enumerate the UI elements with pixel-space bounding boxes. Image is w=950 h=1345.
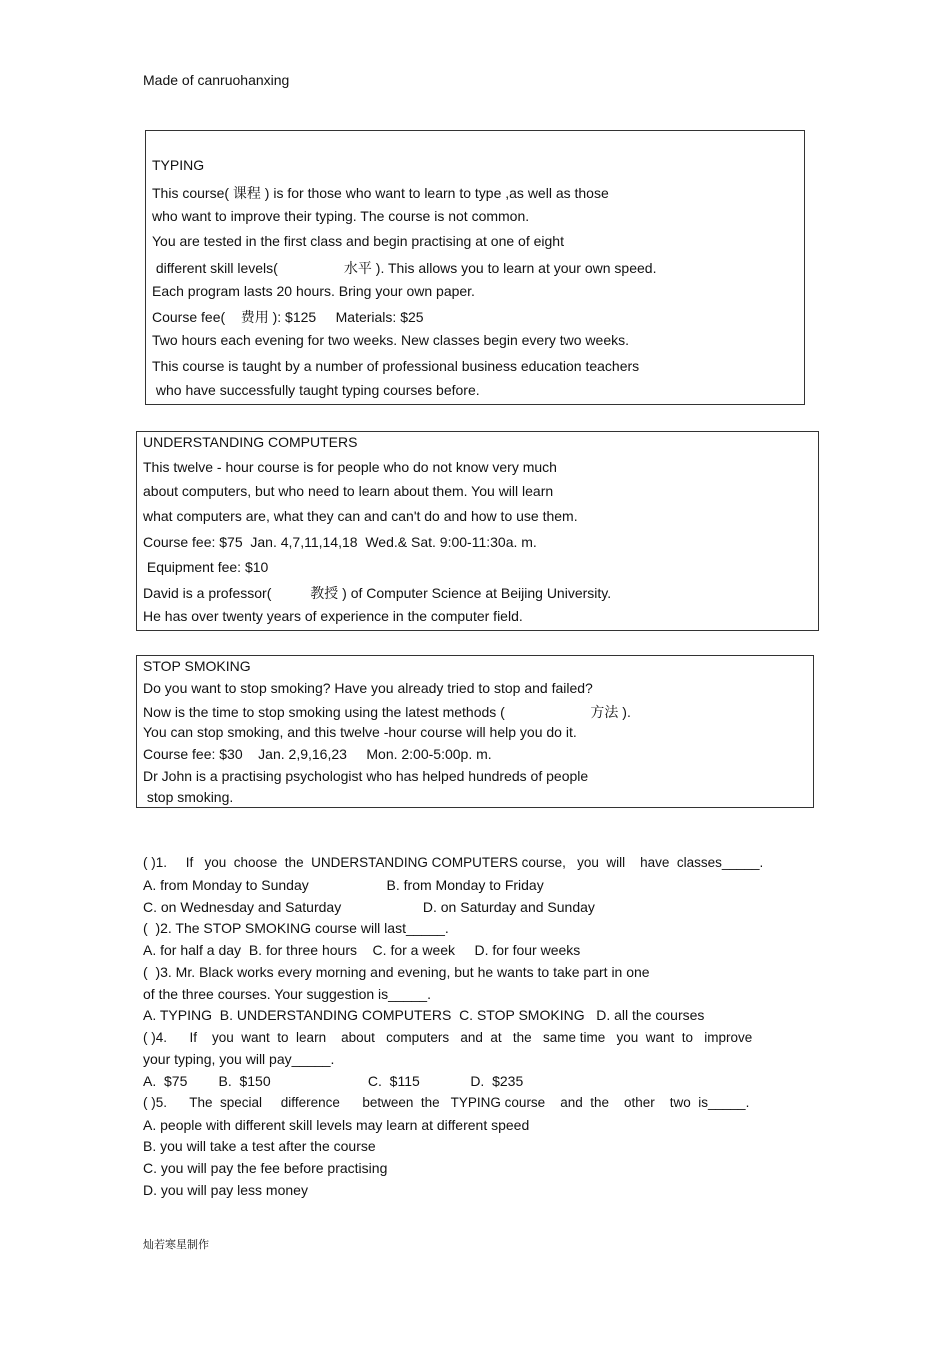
question-line: ( )1. If you choose the UNDERSTANDING COMPUTERS course, you will have classes_____. (143, 855, 764, 870)
typing-line: who have successfully taught typing courses before. (152, 382, 480, 398)
typing-line: You are tested in the first class and begin practising at one of eight (152, 233, 564, 249)
question-line: C. you will pay the fee before practising (143, 1160, 388, 1176)
question-line: ( )5. The special difference between the TYPING course and the other two is_____. (143, 1095, 750, 1110)
typing-line: different skill levels( 水平 ). This allows you to learn at your own speed. (152, 260, 657, 276)
smoking-line: Now is the time to stop smoking using the latest methods ( 方法 ). (143, 704, 631, 720)
question-line: ( )4. If you want to learn about computers and at the same time you want to improve (143, 1030, 753, 1045)
question-line: A. $75 B. $150 C. $115 D. $235 (143, 1073, 524, 1089)
computers-title: UNDERSTANDING COMPUTERS (143, 434, 358, 450)
computers-line: what computers are, what they can and can't do and how to use them. (143, 508, 578, 524)
smoking-line: Dr John is a practising psychologist who has helped hundreds of people (143, 768, 589, 784)
question-line: A. people with different skill levels may learn at different speed (143, 1117, 530, 1133)
question-line: of the three courses. Your suggestion is_____. (143, 986, 431, 1002)
typing-line: who want to improve their typing. The course is not common. (152, 208, 530, 224)
question-line: D. you will pay less money (143, 1182, 308, 1198)
question-line: B. you will take a test after the course (143, 1138, 376, 1154)
page-footer: 灿若寒星制作 (143, 1238, 209, 1251)
computers-line: Equipment fee: $10 (143, 559, 269, 575)
typing-line: Two hours each evening for two weeks. New classes begin every two weeks. (152, 332, 630, 348)
typing-line: Each program lasts 20 hours. Bring your own paper. (152, 283, 475, 299)
computers-line: about computers, but who need to learn about them. You will learn (143, 483, 554, 499)
question-line: A. from Monday to Sunday B. from Monday to Friday (143, 877, 544, 893)
question-line: A. for half a day B. for three hours C. for a week D. for four weeks (143, 942, 581, 958)
computers-line: David is a professor( 教授 ) of Computer Science at Beijing University. (143, 585, 612, 601)
computers-line: He has over twenty years of experience in the computer field. (143, 608, 523, 624)
smoking-line: Do you want to stop smoking? Have you already tried to stop and failed? (143, 680, 593, 696)
typing-title: TYPING (152, 157, 205, 173)
smoking-title: STOP SMOKING (143, 658, 251, 674)
smoking-line: You can stop smoking, and this twelve -hour course will help you do it. (143, 724, 577, 740)
question-line: A. TYPING B. UNDERSTANDING COMPUTERS C. STOP SMOKING D. all the courses (143, 1007, 705, 1023)
question-line: ( )2. The STOP SMOKING course will last_____. (143, 920, 449, 936)
question-line: your typing, you will pay_____. (143, 1051, 335, 1067)
question-line: ( )3. Mr. Black works every morning and evening, but he wants to take part in one (143, 964, 650, 980)
typing-line: Course fee( 费用 ): $125 Materials: $25 (152, 309, 424, 325)
smoking-line: stop smoking. (143, 789, 234, 805)
computers-line: This twelve - hour course is for people who do not know very much (143, 459, 557, 475)
question-line: C. on Wednesday and Saturday D. on Saturday and Sunday (143, 899, 595, 915)
page-header: Made of canruohanxing (143, 72, 290, 88)
computers-line: Course fee: $75 Jan. 4,7,11,14,18 Wed.& Sat. 9:00-11:30a. m. (143, 534, 537, 550)
smoking-line: Course fee: $30 Jan. 2,9,16,23 Mon. 2:00-5:00p. m. (143, 746, 492, 762)
typing-line: This course is taught by a number of professional business education teachers (152, 358, 640, 374)
typing-line: This course( 课程 ) is for those who want to learn to type ,as well as those (152, 185, 609, 201)
